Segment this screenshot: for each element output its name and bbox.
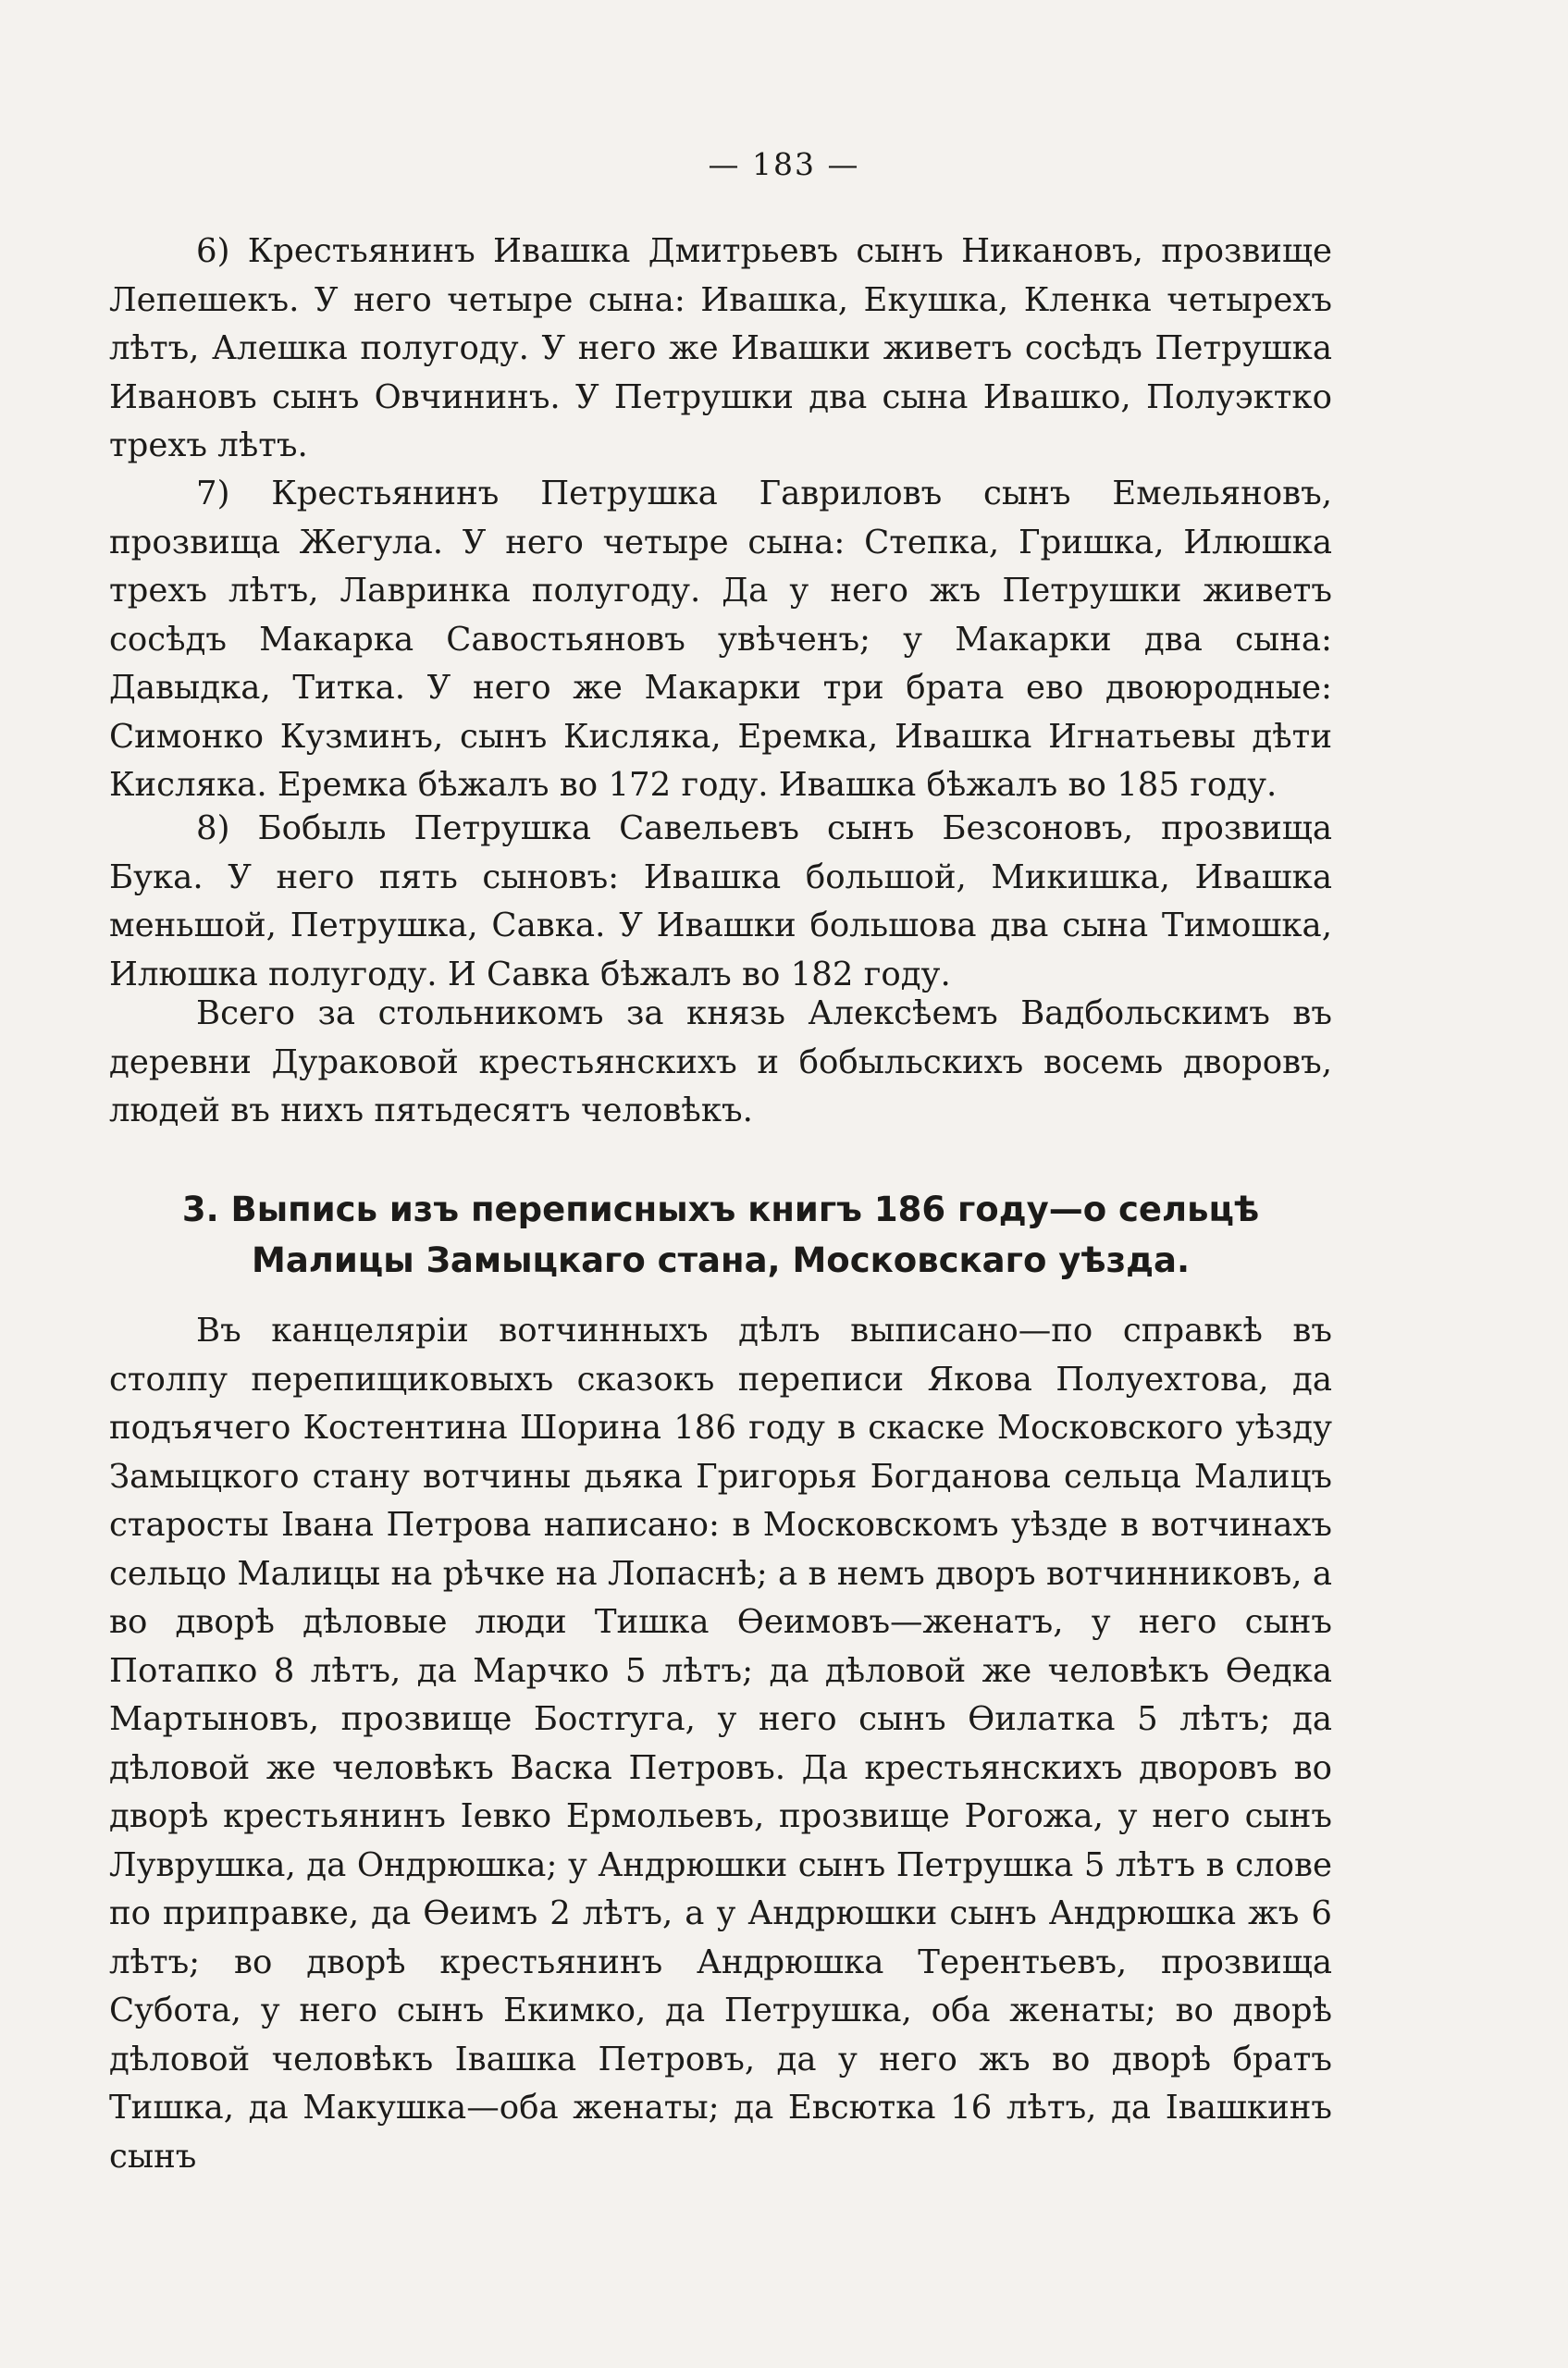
paragraph-7: 7) Крестьянинъ Петрушка Гавриловъ сынъ Емельяновъ, прозвища Жегула. У него четыре сына: Степка, Гришка, Илюшка трехъ лѣтъ, Лавринка полугоду. Да у него жъ Петрушки живетъ сосѣдъ Макарка Савостьяновъ увѣченъ; у Макарки два сына: Давыдка, Титка. У него же Макарки три брата ево двоюродные: Симонко Кузминъ, сынъ Кисляка, Еремка, Ивашка Игнатьевы дѣти Кисляка. Еремка бѣжалъ во 172 году. Ивашка бѣжалъ во 185 году. (109, 475, 1332, 804)
paragraph-6: 6) Крестьянинъ Ивашка Дмитрьевъ сынъ Никановъ, прозвище Лепешекъ. У него четыре сына: Ивашка, Екушка, Кленка четырехъ лѣтъ, Алешка полугоду. У него же Ивашки живетъ сосѣдъ Петрушка Ивановъ сынъ Овчининъ. У Петрушки два сына Ивашко, Полуэктко трехъ лѣтъ. (109, 232, 1332, 464)
paragraph-8: 8) Бобыль Петрушка Савельевъ сынъ Безсоновъ, прозвища Бука. У него пять сыновъ: Ивашка большой, Микишка, Ивашка меньшой, Петрушка, Савка. У Ивашки большова два сына Тимошка, Илюшка полугоду. И Савка бѣжалъ во 182 году. (109, 809, 1332, 993)
section-paragraph: Въ канцеляріи вотчинныхъ дѣлъ выписано—по справкѣ въ столпу перепищиковыхъ сказокъ переписи Якова Полуехтова, да подъячего Костентина Шорина 186 году в скаске Московского уѣзду Замыцкого стану вотчины дьяка Григорья Богданова сельца Малицъ старосты Івана Петрова написано: в Московскомъ уѣзде в вотчинахъ сельцо Малицы на рѣчке на Лопаснѣ; а в немъ дворъ вотчинниковъ, а во дворѣ дѣловые люди Тишка Ѳеимовъ—женатъ, у него сынъ Потапко 8 лѣтъ, да Марчко 5 лѣтъ; да дѣловой же человѣкъ Ѳедка Мартыновъ, прозвище Бостryга, у него сынъ Ѳилатка 5 лѣтъ; да дѣловой же человѣкъ Васка Петровъ. Да крестьянскихъ дворовъ во дворѣ крестьянинъ Іевко Ермольевъ, прозвище Рогожа, у него сынъ Луврушка, да Ондрюшка; у Андрюшки сынъ Петрушка 5 лѣтъ в слове по приправке, да Ѳеимъ 2 лѣтъ, а у Андрюшки сынъ Андрюшка жъ 6 лѣтъ; во дворѣ крестьянинъ Андрюшка Терентьевъ, прозвища Субота, у него сынъ Екимко, да Петрушка, оба женаты; во дворѣ дѣловой человѣкъ Івашка Петровъ, да у него жъ во дворѣ братъ Тишка, да Макушка—оба женаты; да Евсютка 16 лѣтъ, да Івашкинъ сынъ (109, 1312, 1332, 2176)
section-heading: 3. Выпись изъ переписныхъ книгъ 186 году—о сельцѣ Малицы Замыцкаго стана, Московскаго уѣзда. (181, 1190, 1260, 1280)
paragraph-summary: Всего за стольникомъ за князь Алексѣемъ Вадбольскимъ въ деревни Дураковой крестьянскихъ и бобыльскихъ восемь дворовъ, людей въ нихъ пятьдесятъ человѣкъ. (109, 994, 1332, 1129)
page-number: — 183 — (708, 146, 860, 182)
